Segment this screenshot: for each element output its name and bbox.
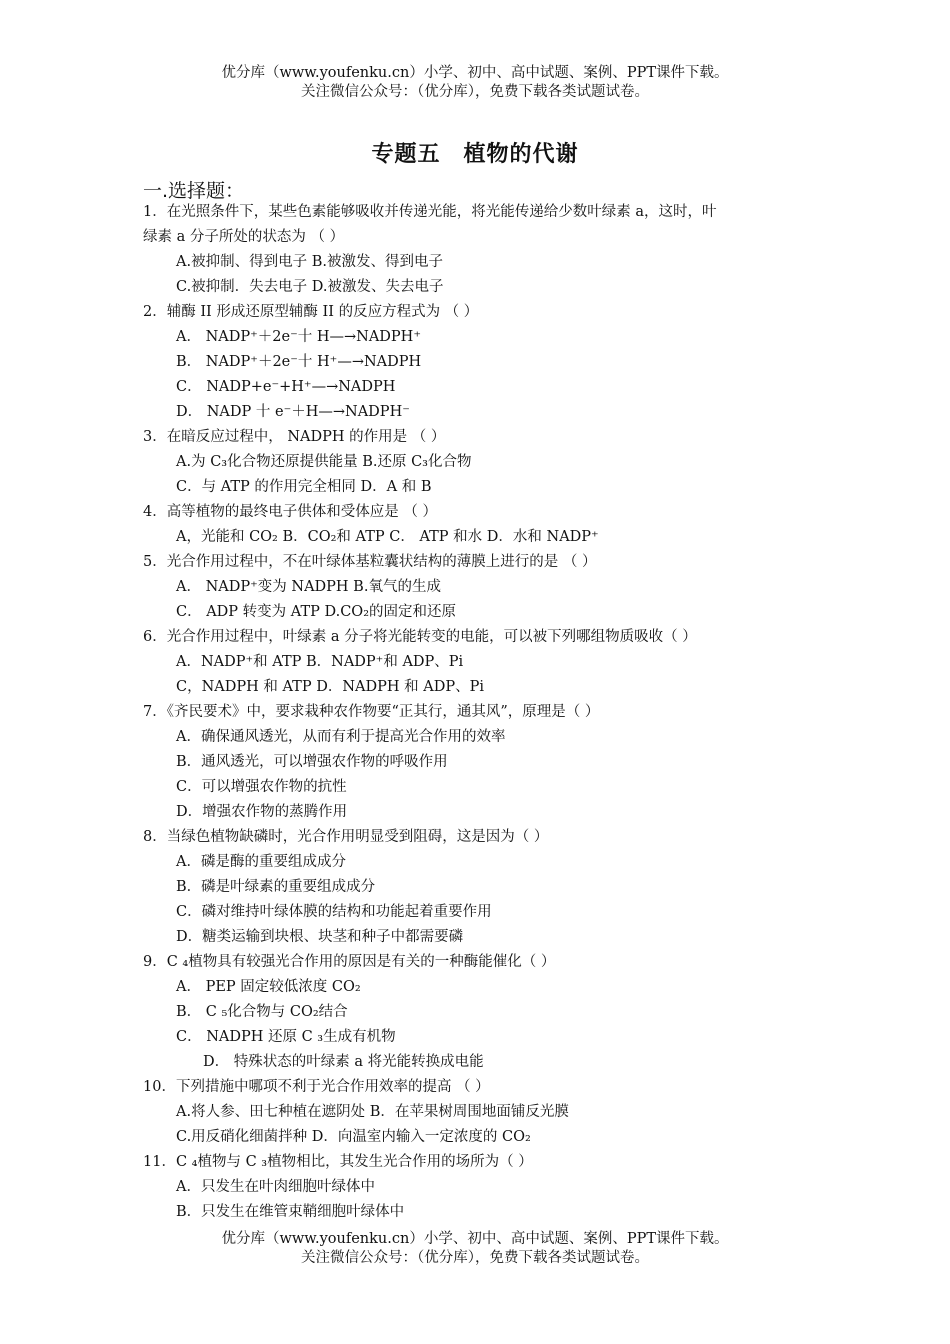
- question-9-option-a: A． PEP 固定较低浓度 CO₂: [176, 979, 361, 995]
- page-header-line-1: 优分库（www.youfenku.cn）小学、初中、高中试题、案例、PPT课件下载。: [221, 65, 729, 81]
- question-8-option-c: C．磷对维持叶绿体膜的结构和功能起着重要作用: [176, 904, 492, 920]
- question-8-option-a: A．磷是酶的重要组成成分: [176, 854, 346, 870]
- question-1-line-2: 绿素 a 分子所处的状态为 （ ）: [143, 229, 345, 245]
- question-9-option-b: B． C ₅化合物与 CO₂结合: [176, 1004, 348, 1020]
- question-11: 11．C ₄植物与 C ₃植物相比，其发生光合作用的场所为（ ）: [143, 1154, 533, 1170]
- section-heading: 一.选择题：: [143, 180, 245, 202]
- question-2-option-d: D． NADP 十 e⁻＋H—→NADPH⁻: [176, 404, 410, 420]
- document-title: 专题五 植物的代谢: [371, 142, 579, 167]
- page-footer-line-2: 关注微信公众号：（优分库），免费下载各类试题试卷。: [301, 1250, 649, 1266]
- question-6: 6．光合作用过程中，叶绿素 a 分子将光能转变的电能，可以被下列哪组物质吸收（ ）: [143, 629, 697, 645]
- question-8-option-d: D．糖类运输到块根、块茎和种子中都需要磷: [176, 929, 464, 945]
- question-10: 10．下列措施中哪项不利于光合作用效率的提高 （ ）: [143, 1079, 490, 1095]
- question-8-option-b: B．磷是叶绿素的重要组成成分: [176, 879, 376, 895]
- question-3-options-ab: A.为 C₃化合物还原提供能量 B.还原 C₃化合物: [176, 454, 472, 470]
- question-2: 2．辅酶 II 形成还原型辅酶 II 的反应方程式为 （ ）: [143, 304, 479, 320]
- question-10-options-cd: C.用反硝化细菌拌种 D．向温室内输入一定浓度的 CO₂: [176, 1129, 531, 1145]
- question-6-options-cd: C，NADPH 和 ATP D．NADPH 和 ADP、Pi: [176, 679, 484, 695]
- question-11-option-b: B．只发生在维管束鞘细胞叶绿体中: [176, 1204, 405, 1220]
- question-2-option-a: A． NADP⁺＋2e⁻十 H—→NADPH⁺: [176, 329, 421, 345]
- question-5: 5．光合作用过程中，不在叶绿体基粒囊状结构的薄膜上进行的是 （ ）: [143, 554, 597, 570]
- question-4: 4．高等植物的最终电子供体和受体应是 （ ）: [143, 504, 437, 520]
- question-5-options-cd: C． ADP 转变为 ATP D.CO₂的固定和还原: [176, 604, 457, 620]
- question-1-options-ab: A.被抑制、得到电子 B.被激发、得到电子: [176, 254, 443, 270]
- question-7-option-a: A．确保通风透光，从而有利于提高光合作用的效率: [176, 729, 506, 745]
- question-7-option-b: B．通风透光，可以增强农作物的呼吸作用: [176, 754, 448, 770]
- question-1-options-cd: C.被抑制．失去电子 D.被激发、失去电子: [176, 279, 444, 295]
- page-header-line-2: 关注微信公众号：（优分库），免费下载各类试题试卷。: [301, 84, 649, 100]
- question-7: 7．《齐民要术》中，要求栽种农作物要“正其行，通其风”，原理是（ ）: [143, 704, 600, 720]
- question-10-options-ab: A.将人参、田七种植在遮阴处 B．在苹果树周围地面铺反光膜: [176, 1104, 569, 1120]
- question-1-line-1: 1．在光照条件下，某些色素能够吸收并传递光能，将光能传递给少数叶绿素 a，这时，叶: [143, 204, 717, 220]
- question-9-option-d: D． 特殊状态的叶绿素 a 将光能转换成电能: [203, 1054, 484, 1070]
- question-7-option-c: C．可以增强农作物的抗性: [176, 779, 347, 795]
- question-9-option-c: C． NADPH 还原 C ₃生成有机物: [176, 1029, 396, 1045]
- question-5-options-ab: A． NADP⁺变为 NADPH B.氧气的生成: [176, 579, 441, 595]
- question-11-option-a: A．只发生在叶肉细胞叶绿体中: [176, 1179, 375, 1195]
- question-2-option-c: C． NADP+e⁻+H⁺—→NADPH: [176, 379, 396, 395]
- question-8: 8．当绿色植物缺磷时，光合作用明显受到阻碍，这是因为（ ）: [143, 829, 549, 845]
- question-list: [143, 200, 813, 1225]
- question-7-option-d: D．增强农作物的蒸腾作用: [176, 804, 348, 820]
- question-9: 9．C ₄植物具有较强光合作用的原因是有关的一种酶能催化（ ）: [143, 954, 556, 970]
- question-3-options-cd: C．与 ATP 的作用完全相同 D．A 和 B: [176, 479, 432, 495]
- question-6-options-ab: A．NADP⁺和 ATP B．NADP⁺和 ADP、Pi: [176, 654, 464, 670]
- question-3: 3．在暗反应过程中， NADPH 的作用是 （ ）: [143, 429, 446, 445]
- question-4-options: A，光能和 CO₂ B．CO₂和 ATP C． ATP 和水 D．水和 NADP⁺: [176, 529, 599, 545]
- page-footer-line-1: 优分库（www.youfenku.cn）小学、初中、高中试题、案例、PPT课件下载。: [221, 1231, 729, 1247]
- question-2-option-b: B． NADP⁺＋2e⁻十 H⁺—→NADPH: [176, 354, 422, 370]
